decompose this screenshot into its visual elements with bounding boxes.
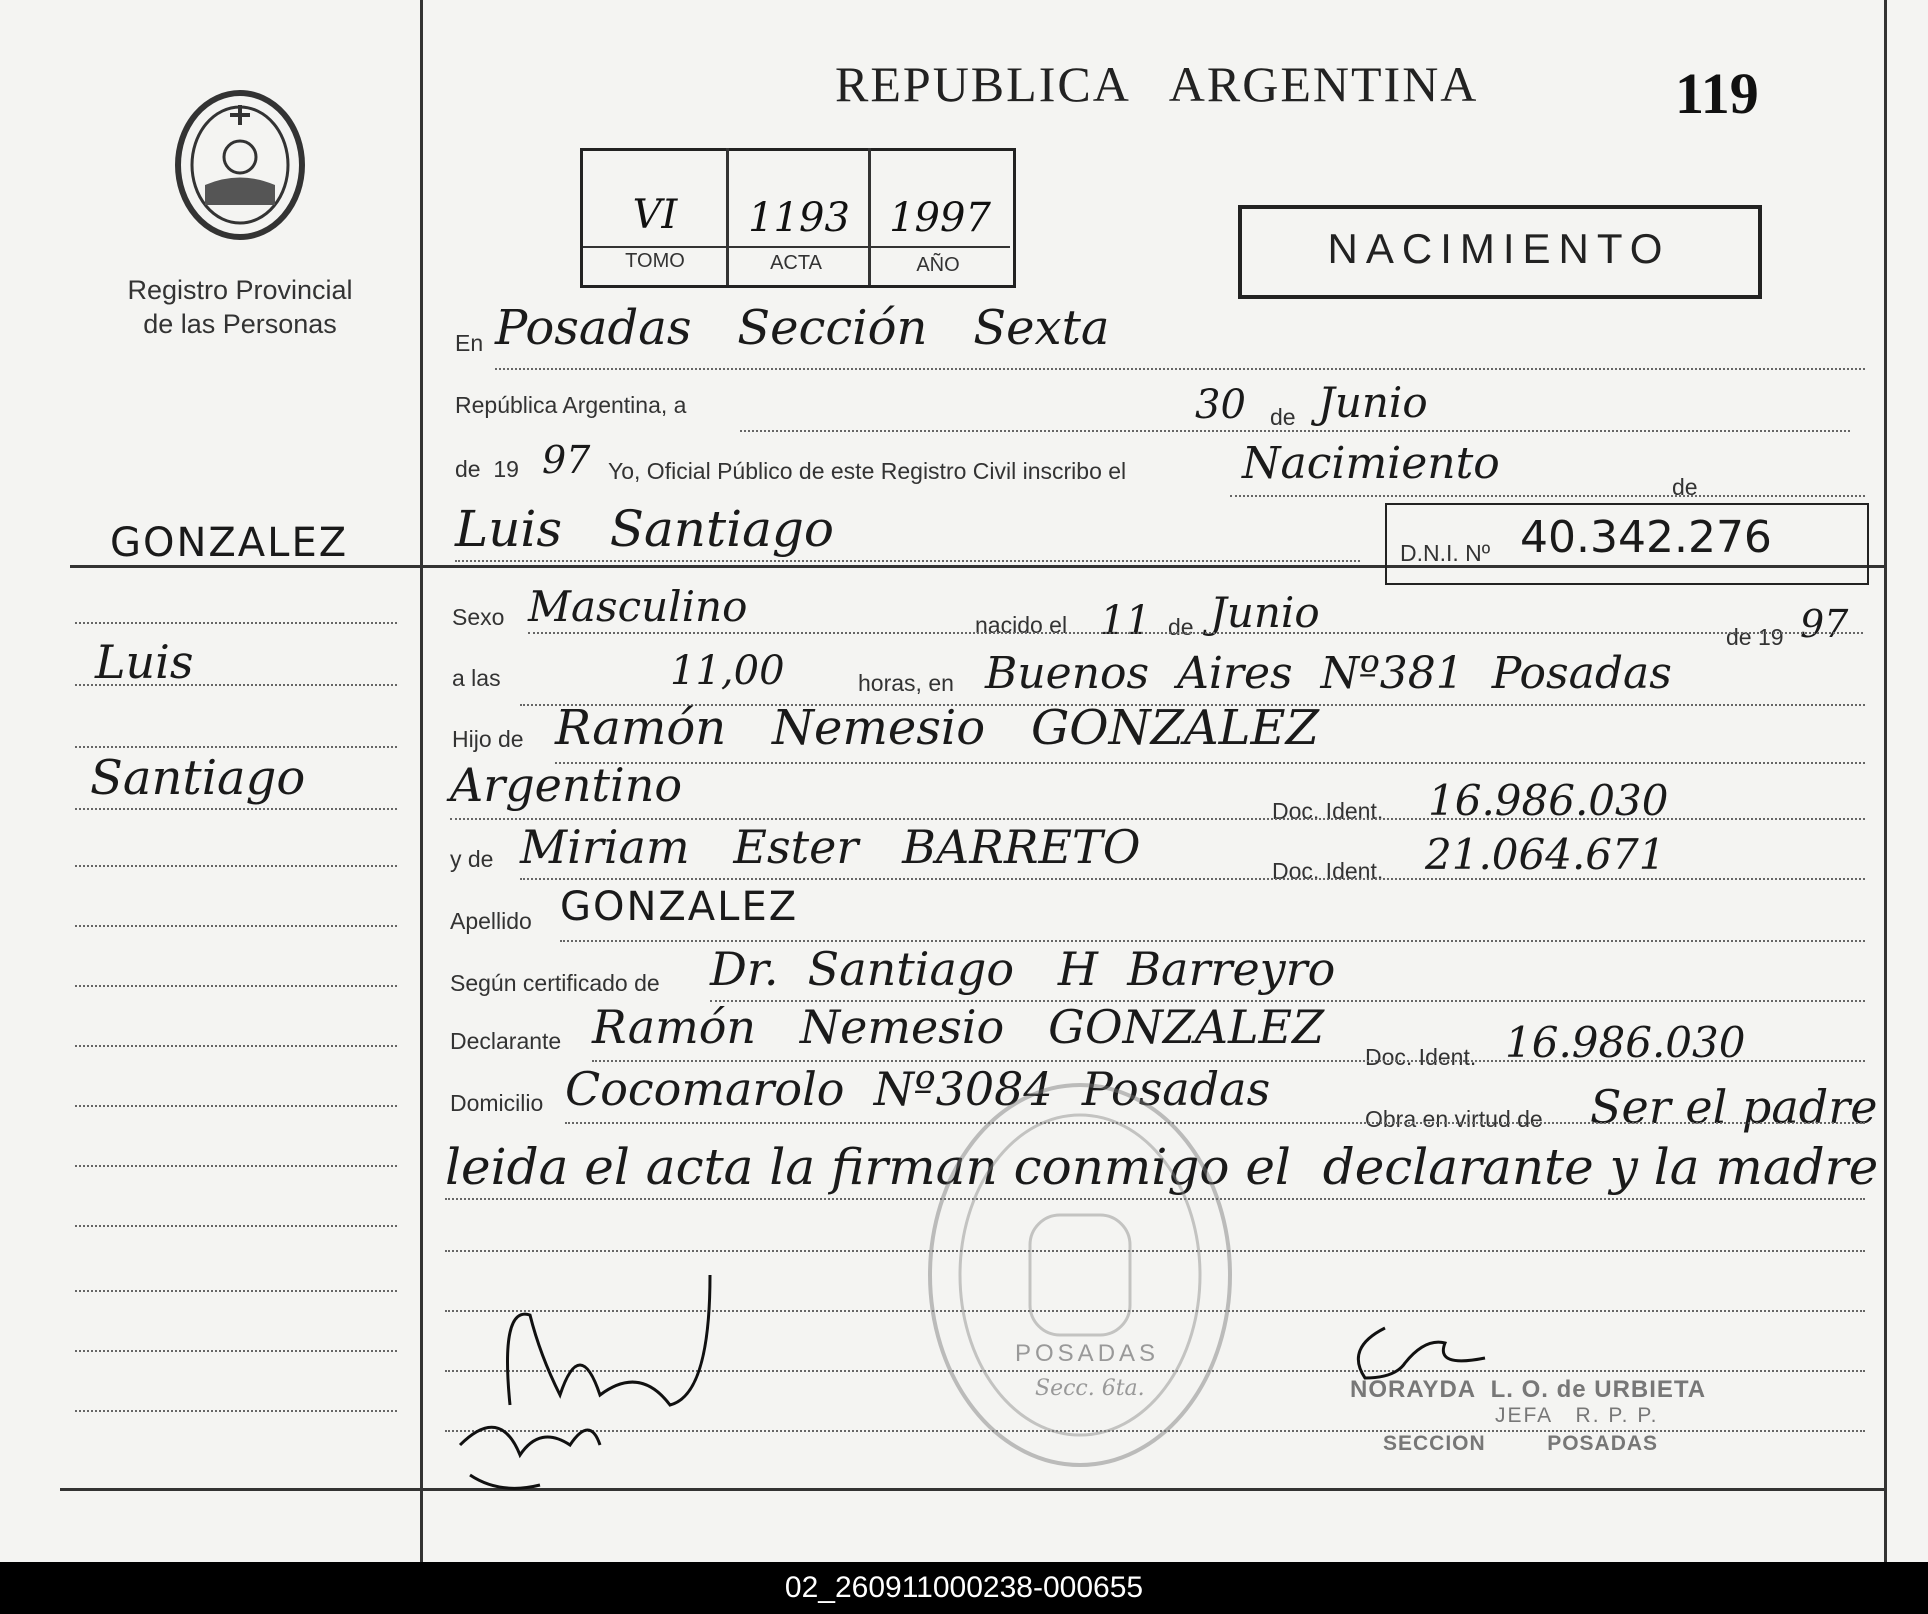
- act-type-label: NACIMIENTO: [1327, 225, 1671, 272]
- mother-name: Miriam Ester BARRETO: [520, 820, 1141, 874]
- dni-label: D.N.I. Nº: [1400, 540, 1491, 566]
- margin-first-name: Luis: [95, 635, 194, 689]
- official-section: SECCION POSADAS: [1383, 1432, 1659, 1455]
- sexo-line: [528, 632, 1863, 634]
- anio-value: 1997: [889, 195, 991, 241]
- event-type: Nacimiento: [1242, 438, 1500, 489]
- year-prefix-label: de 19: [455, 456, 519, 482]
- birth-month: Junio: [1210, 588, 1320, 637]
- day-of-label: de: [1270, 404, 1296, 430]
- country-title: REPUBLICA ARGENTINA: [835, 56, 1479, 112]
- bottom-rule: [60, 1488, 1885, 1491]
- republica-label: República Argentina, a: [455, 392, 687, 418]
- capacity-value: Ser el padre: [1590, 1080, 1878, 1134]
- hijo-label: Hijo de: [452, 726, 524, 752]
- stamp-city: POSADAS: [1015, 1340, 1160, 1367]
- republica-line: [740, 430, 1850, 432]
- left-signatures: [440, 1245, 720, 1515]
- birth-hour: 11,00: [670, 648, 785, 694]
- left-column-divider: [420, 0, 423, 1562]
- horas-label: horas, en: [858, 670, 954, 696]
- birth-day-of-label: de: [1168, 614, 1194, 640]
- registration-day: 30: [1195, 382, 1246, 428]
- place-of-registration: Posadas Sección Sexta: [495, 300, 1110, 356]
- father-nationality: Argentino: [450, 758, 683, 812]
- provincial-seal: [165, 85, 315, 245]
- acta-label: ACTA: [770, 252, 822, 274]
- declarant-doc-number: 16.986.030: [1505, 1018, 1746, 1067]
- birth-day: 11: [1100, 598, 1151, 644]
- official-title: JEFA R. P. P.: [1495, 1404, 1659, 1427]
- surname-value: GONZALEZ: [560, 884, 799, 930]
- mother-doc-label: Doc. Ident.: [1272, 858, 1384, 884]
- declarant-doc-label: Doc. Ident.: [1365, 1044, 1477, 1070]
- registry-name-line1: Registro Provincial: [127, 275, 353, 305]
- registry-name-line2: de las Personas: [143, 309, 337, 339]
- domicilio-label: Domicilio: [450, 1090, 544, 1116]
- sex-value: Masculino: [528, 582, 748, 631]
- de-label-2: de: [1672, 474, 1698, 500]
- en-line: [495, 368, 1865, 370]
- en-label: En: [455, 330, 484, 356]
- tomo-value: VI: [632, 192, 678, 238]
- certificado-label: Según certificado de: [450, 970, 660, 996]
- closing-statement: leida el acta la firman conmigo el declarante y la madre: [445, 1138, 1879, 1196]
- declarante-label: Declarante: [450, 1028, 562, 1054]
- registration-year: 97: [542, 438, 591, 482]
- obra-label: Obra en virtud de: [1365, 1106, 1543, 1132]
- father-name: Ramón Nemesio GONZALEZ: [555, 700, 1319, 756]
- address-value: Cocomarolo Nº3084 Posadas: [565, 1062, 1271, 1116]
- mother-line: [520, 878, 1865, 880]
- table-label-rule: [583, 246, 1010, 248]
- margin-second-name: Santiago: [90, 750, 306, 806]
- inscribo-label: Yo, Oficial Público de este Registro Civil inscribo el: [608, 458, 1127, 484]
- sexo-label: Sexo: [452, 604, 505, 630]
- apellido-label: Apellido: [450, 908, 532, 934]
- right-page-edge: [1884, 0, 1887, 1562]
- tomo-label: TOMO: [625, 250, 685, 272]
- mother-doc-number: 21.064.671: [1425, 830, 1666, 879]
- birth-year: 97: [1800, 602, 1849, 646]
- official-round-stamp: [920, 1075, 1240, 1475]
- acta-value: 1193: [748, 195, 850, 241]
- child-name: Luis Santiago: [455, 500, 835, 558]
- page-number: 119: [1675, 61, 1759, 126]
- yde-label: y de: [450, 846, 494, 872]
- stamp-section: Secc. 6ta.: [1035, 1376, 1145, 1401]
- father-doc-label: Doc. Ident.: [1272, 798, 1384, 824]
- birth-year-prefix: de 19: [1726, 624, 1784, 650]
- anio-label: AÑO: [916, 254, 960, 276]
- certifying-doctor: Dr. Santiago H Barreyro: [710, 942, 1336, 996]
- alas-label: a las: [452, 665, 501, 691]
- child-name-line: [455, 560, 1360, 562]
- margin-surname: GONZALEZ: [110, 520, 349, 566]
- father-doc-number: 16.986.030: [1428, 776, 1669, 825]
- birth-place: Buenos Aires Nº381 Posadas: [985, 648, 1672, 699]
- registration-month: Junio: [1318, 378, 1428, 427]
- nacido-label: nacido el: [975, 612, 1068, 638]
- hijo-line: [555, 762, 1865, 764]
- declarant-name: Ramón Nemesio GONZALEZ: [592, 1000, 1325, 1054]
- official-name: NORAYDA L. O. de URBIETA: [1350, 1376, 1707, 1403]
- dni-number: 40.342.276: [1520, 512, 1772, 563]
- scan-id-footer: 02_260911000238-000655: [0, 1562, 1928, 1614]
- inscribo-line: [1230, 495, 1865, 497]
